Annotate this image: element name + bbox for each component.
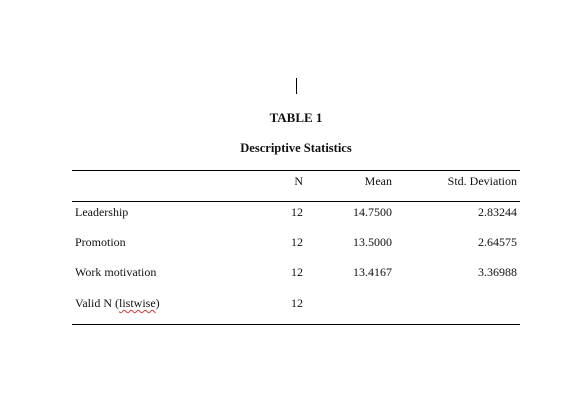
cell-mean: 14.7500 [353,205,392,219]
header-std-deviation: Std. Deviation [447,174,517,188]
cell-mean: 13.4167 [353,265,392,279]
row-label-valid-n [75,296,160,310]
header-n: N [294,174,303,188]
table-bottom-rule [72,324,520,325]
header-mean: Mean [364,174,392,188]
cell-n: 12 [291,296,303,310]
cell-std: 2.64575 [478,235,517,249]
spellcheck-marked-word: listwise [119,296,156,310]
text-cursor [296,78,297,94]
cell-std: 2.83244 [478,205,517,219]
table-top-rule [72,170,520,171]
cell-n: 12 [291,235,303,249]
label-prefix: Valid N ( [75,296,119,310]
table-subtitle: Descriptive Statistics [240,141,352,155]
label-suffix: ) [155,296,160,310]
cell-n: 12 [291,205,303,219]
cell-std: 3.36988 [478,265,517,279]
cell-n: 12 [291,265,303,279]
cell-mean: 13.5000 [353,235,392,249]
table-title: TABLE 1 [269,110,323,125]
row-label-work-motivation: Work motivation [75,265,157,279]
row-label-promotion: Promotion [75,235,126,249]
row-label-leadership: Leadership [75,205,129,219]
table-header-rule [72,201,520,202]
